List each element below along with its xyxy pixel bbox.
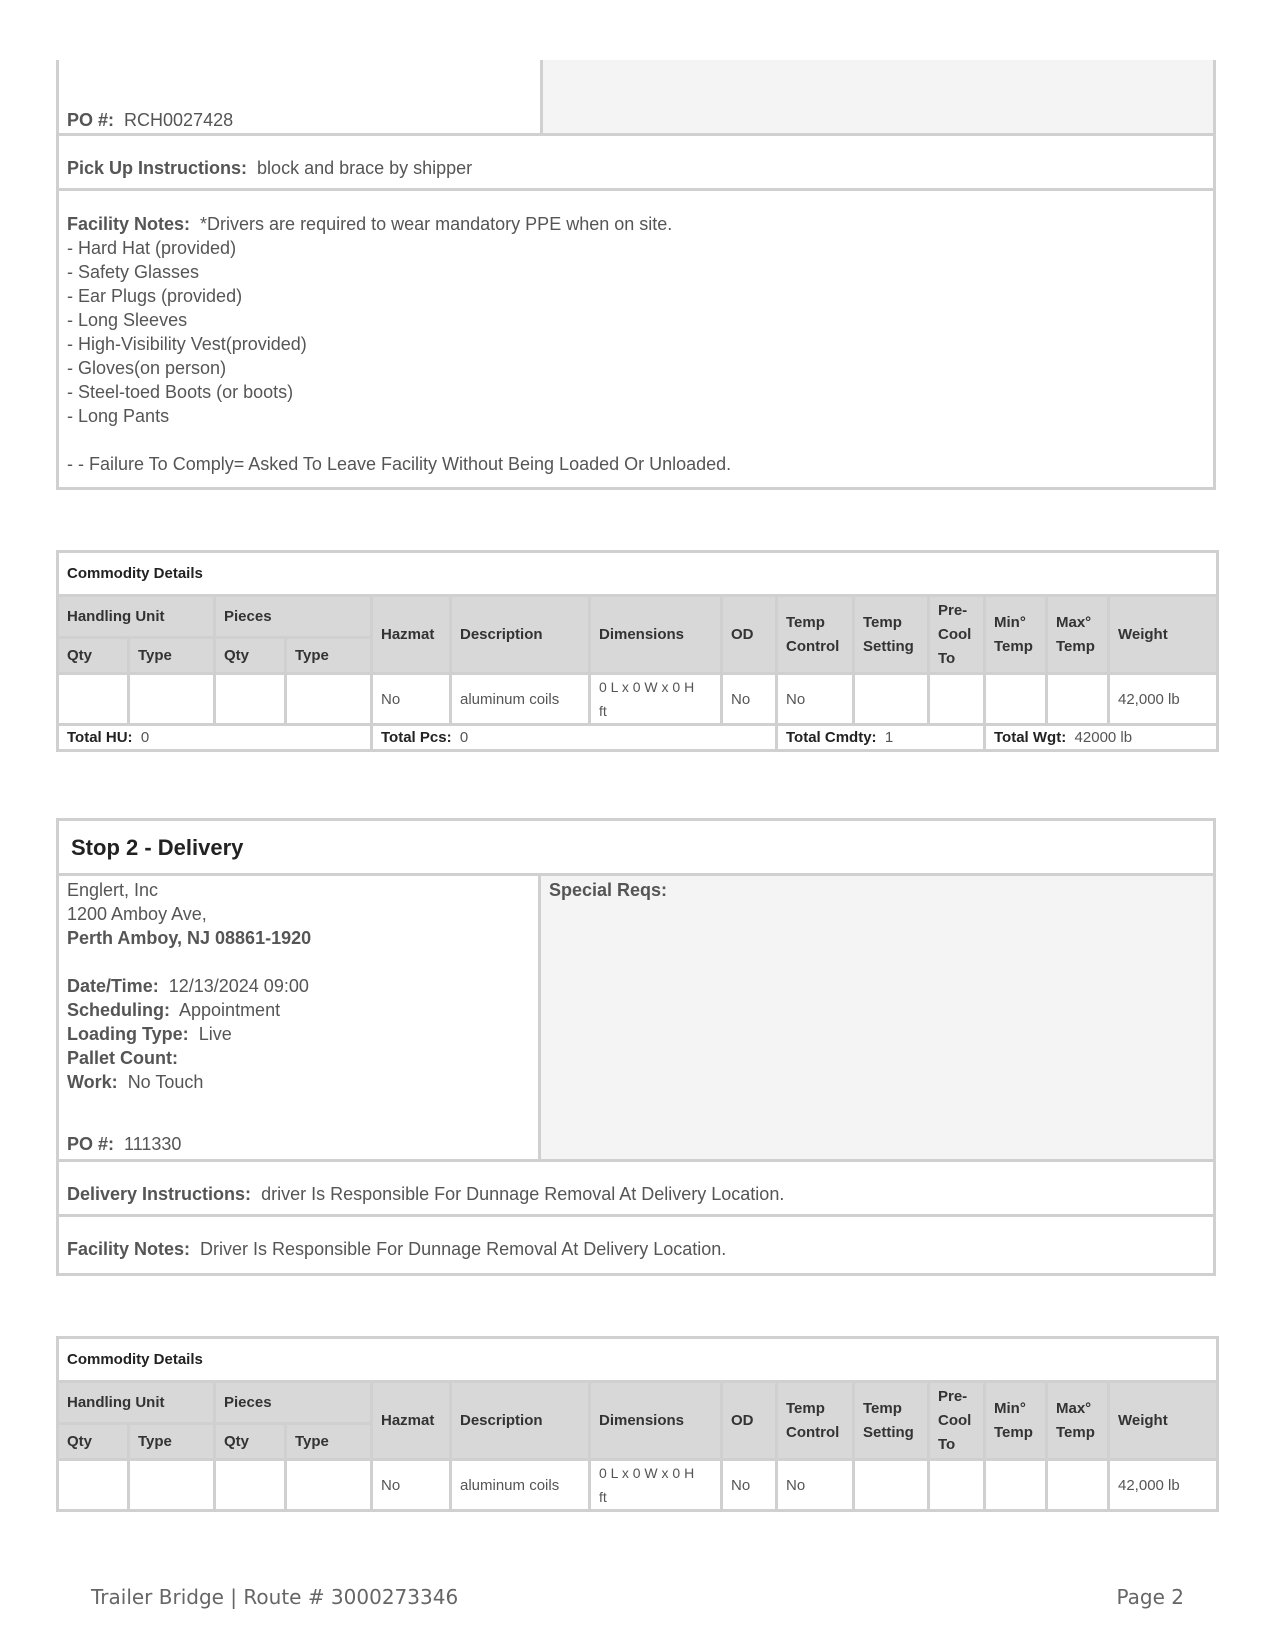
pallet-count-label: Pallet Count: bbox=[67, 1048, 178, 1068]
stop1-po bbox=[67, 108, 233, 132]
od-header: OD bbox=[722, 1382, 777, 1460]
stop1-facility-notes bbox=[67, 212, 731, 476]
temp-control-cell: No bbox=[777, 1460, 854, 1511]
temp-setting-header: Temp Setting bbox=[854, 1382, 929, 1460]
hu-type-cell bbox=[129, 674, 215, 725]
facility-note-line: - Long Pants bbox=[67, 406, 170, 426]
hu-qty-header: Qty bbox=[58, 1424, 129, 1460]
delivery-instructions-label: Delivery Instructions: bbox=[67, 1184, 252, 1204]
dimensions-header: Dimensions bbox=[590, 1382, 722, 1460]
street-address: 1200 Amboy Ave, bbox=[67, 904, 207, 924]
total-pcs: Total Pcs: 0 bbox=[372, 725, 777, 751]
min-temp-cell bbox=[985, 1460, 1047, 1511]
commodity-details-title: Commodity Details bbox=[58, 1338, 1218, 1382]
work-value: No Touch bbox=[127, 1072, 204, 1092]
table-row bbox=[58, 674, 1218, 725]
special-reqs-panel bbox=[538, 876, 1213, 1159]
description-header: Description bbox=[451, 1382, 590, 1460]
temp-control-header: Temp Control bbox=[777, 1382, 854, 1460]
stop2-section bbox=[56, 818, 1216, 1276]
temp-control-header: Temp Control bbox=[777, 596, 854, 674]
delivery-instructions-value: driver Is Responsible For Dunnage Removal At Delivery Location. bbox=[261, 1184, 785, 1204]
min-temp-header: Min° Temp bbox=[985, 1382, 1047, 1460]
po-value: RCH0027428 bbox=[124, 110, 234, 130]
facility-notes-value: Driver Is Responsible For Dunnage Removal At Delivery Location. bbox=[200, 1239, 727, 1259]
facility-note-line: - Long Sleeves bbox=[67, 310, 188, 330]
pickup-instructions-value: block and brace by shipper bbox=[257, 158, 473, 178]
max-temp-cell bbox=[1047, 674, 1109, 725]
precool-header: Pre- Cool To bbox=[929, 1382, 985, 1460]
special-reqs-label: Special Reqs: bbox=[549, 880, 668, 900]
pcs-qty-header: Qty bbox=[215, 638, 286, 674]
stop2-header bbox=[59, 821, 1213, 876]
stop1-section bbox=[56, 60, 1216, 490]
scheduling-label: Scheduling: bbox=[67, 1000, 170, 1020]
stop2-title: Stop 2 - Delivery bbox=[71, 835, 244, 860]
facility-note-warning: - - Failure To Comply= Asked To Leave Facility Without Being Loaded Or Unloaded. bbox=[67, 454, 732, 474]
od-header: OD bbox=[722, 596, 777, 674]
pickup-instructions-row bbox=[59, 136, 1213, 191]
stop2-facility-notes-row bbox=[67, 1237, 726, 1261]
precool-cell bbox=[929, 674, 985, 725]
pcs-type-header: Type bbox=[286, 638, 372, 674]
weight-cell: 42,000 lb bbox=[1109, 1460, 1218, 1511]
weight-header: Weight bbox=[1109, 1382, 1218, 1460]
hu-qty-header: Qty bbox=[58, 638, 129, 674]
hazmat-cell: No bbox=[372, 674, 451, 725]
temp-setting-header: Temp Setting bbox=[854, 596, 929, 674]
min-temp-cell bbox=[985, 674, 1047, 725]
dimensions-header: Dimensions bbox=[590, 596, 722, 674]
weight-cell: 42,000 lb bbox=[1109, 674, 1218, 725]
description-cell: aluminum coils bbox=[451, 674, 590, 725]
temp-setting-cell bbox=[854, 674, 929, 725]
pickup-instructions-label: Pick Up Instructions: bbox=[67, 158, 248, 178]
pcs-qty-header: Qty bbox=[215, 1424, 286, 1460]
po-label: PO #: bbox=[67, 110, 115, 130]
facility-note-line: - Safety Glasses bbox=[67, 262, 200, 282]
pcs-type-cell bbox=[286, 1460, 372, 1511]
handling-unit-header: Handling Unit bbox=[58, 1382, 215, 1424]
max-temp-cell bbox=[1047, 1460, 1109, 1511]
hu-type-cell bbox=[129, 1460, 215, 1511]
description-cell: aluminum coils bbox=[451, 1460, 590, 1511]
po-label: PO #: bbox=[67, 1134, 115, 1154]
hazmat-header: Hazmat bbox=[372, 1382, 451, 1460]
hu-qty-cell bbox=[58, 674, 129, 725]
facility-note-line: - High-Visibility Vest(provided) bbox=[67, 334, 307, 354]
hu-type-header: Type bbox=[129, 638, 215, 674]
temp-control-cell: No bbox=[777, 674, 854, 725]
hu-type-header: Type bbox=[129, 1424, 215, 1460]
stop2-po bbox=[67, 1132, 181, 1156]
facility-notes-label: Facility Notes: bbox=[67, 214, 191, 234]
od-cell: No bbox=[722, 1460, 777, 1511]
weight-header: Weight bbox=[1109, 596, 1218, 674]
company-name: Englert, Inc bbox=[67, 880, 159, 900]
facility-note-line: - Hard Hat (provided) bbox=[67, 238, 237, 258]
commodity-details-title: Commodity Details bbox=[58, 552, 1218, 596]
stop2-details-row bbox=[59, 876, 1213, 1162]
loading-type-value: Live bbox=[198, 1024, 232, 1044]
work-label: Work: bbox=[67, 1072, 118, 1092]
facility-note-line: - Gloves(on person) bbox=[67, 358, 227, 378]
dimensions-cell: 0 L x 0 W x 0 H ft bbox=[590, 674, 722, 725]
datetime-label: Date/Time: bbox=[67, 976, 159, 996]
od-cell: No bbox=[722, 674, 777, 725]
stop2-address bbox=[67, 878, 311, 1094]
precool-cell bbox=[929, 1460, 985, 1511]
pieces-header: Pieces bbox=[215, 1382, 372, 1424]
hazmat-cell: No bbox=[372, 1460, 451, 1511]
stop1-po-row bbox=[59, 60, 1213, 136]
po-value: 111330 bbox=[124, 1134, 182, 1154]
facility-note-line: - Ear Plugs (provided) bbox=[67, 286, 243, 306]
stop1-right-panel bbox=[540, 60, 1213, 133]
precool-header: Pre- Cool To bbox=[929, 596, 985, 674]
delivery-instructions-row bbox=[59, 1162, 1213, 1217]
city-state-zip: Perth Amboy, NJ 08861-1920 bbox=[67, 928, 312, 948]
handling-unit-header: Handling Unit bbox=[58, 596, 215, 638]
pcs-qty-cell bbox=[215, 674, 286, 725]
total-cmdty: Total Cmdty: 1 bbox=[777, 725, 985, 751]
pcs-type-header: Type bbox=[286, 1424, 372, 1460]
pcs-type-cell bbox=[286, 674, 372, 725]
facility-notes-first: *Drivers are required to wear mandatory PPE when on site. bbox=[200, 214, 673, 234]
commodity-table-2 bbox=[56, 1336, 1216, 1512]
max-temp-header: Max° Temp bbox=[1047, 596, 1109, 674]
hazmat-header: Hazmat bbox=[372, 596, 451, 674]
facility-notes-label: Facility Notes: bbox=[67, 1239, 191, 1259]
totals-row bbox=[58, 725, 1218, 751]
dimensions-cell: 0 L x 0 W x 0 H ft bbox=[590, 1460, 722, 1511]
loading-type-label: Loading Type: bbox=[67, 1024, 189, 1044]
min-temp-header: Min° Temp bbox=[985, 596, 1047, 674]
scheduling-value: Appointment bbox=[179, 1000, 281, 1020]
description-header: Description bbox=[451, 596, 590, 674]
datetime-value: 12/13/2024 09:00 bbox=[168, 976, 309, 996]
table-row bbox=[58, 1460, 1218, 1511]
facility-note-line: - Steel-toed Boots (or boots) bbox=[67, 382, 294, 402]
hu-qty-cell bbox=[58, 1460, 129, 1511]
pcs-qty-cell bbox=[215, 1460, 286, 1511]
commodity-table-1 bbox=[56, 550, 1216, 752]
footer-route: Trailer Bridge | Route # 3000273346 bbox=[91, 1585, 459, 1609]
total-hu: Total HU: 0 bbox=[58, 725, 372, 751]
total-wgt: Total Wgt: 42000 lb bbox=[985, 725, 1218, 751]
max-temp-header: Max° Temp bbox=[1047, 1382, 1109, 1460]
temp-setting-cell bbox=[854, 1460, 929, 1511]
pieces-header: Pieces bbox=[215, 596, 372, 638]
footer-page-number: Page 2 bbox=[1116, 1585, 1184, 1609]
